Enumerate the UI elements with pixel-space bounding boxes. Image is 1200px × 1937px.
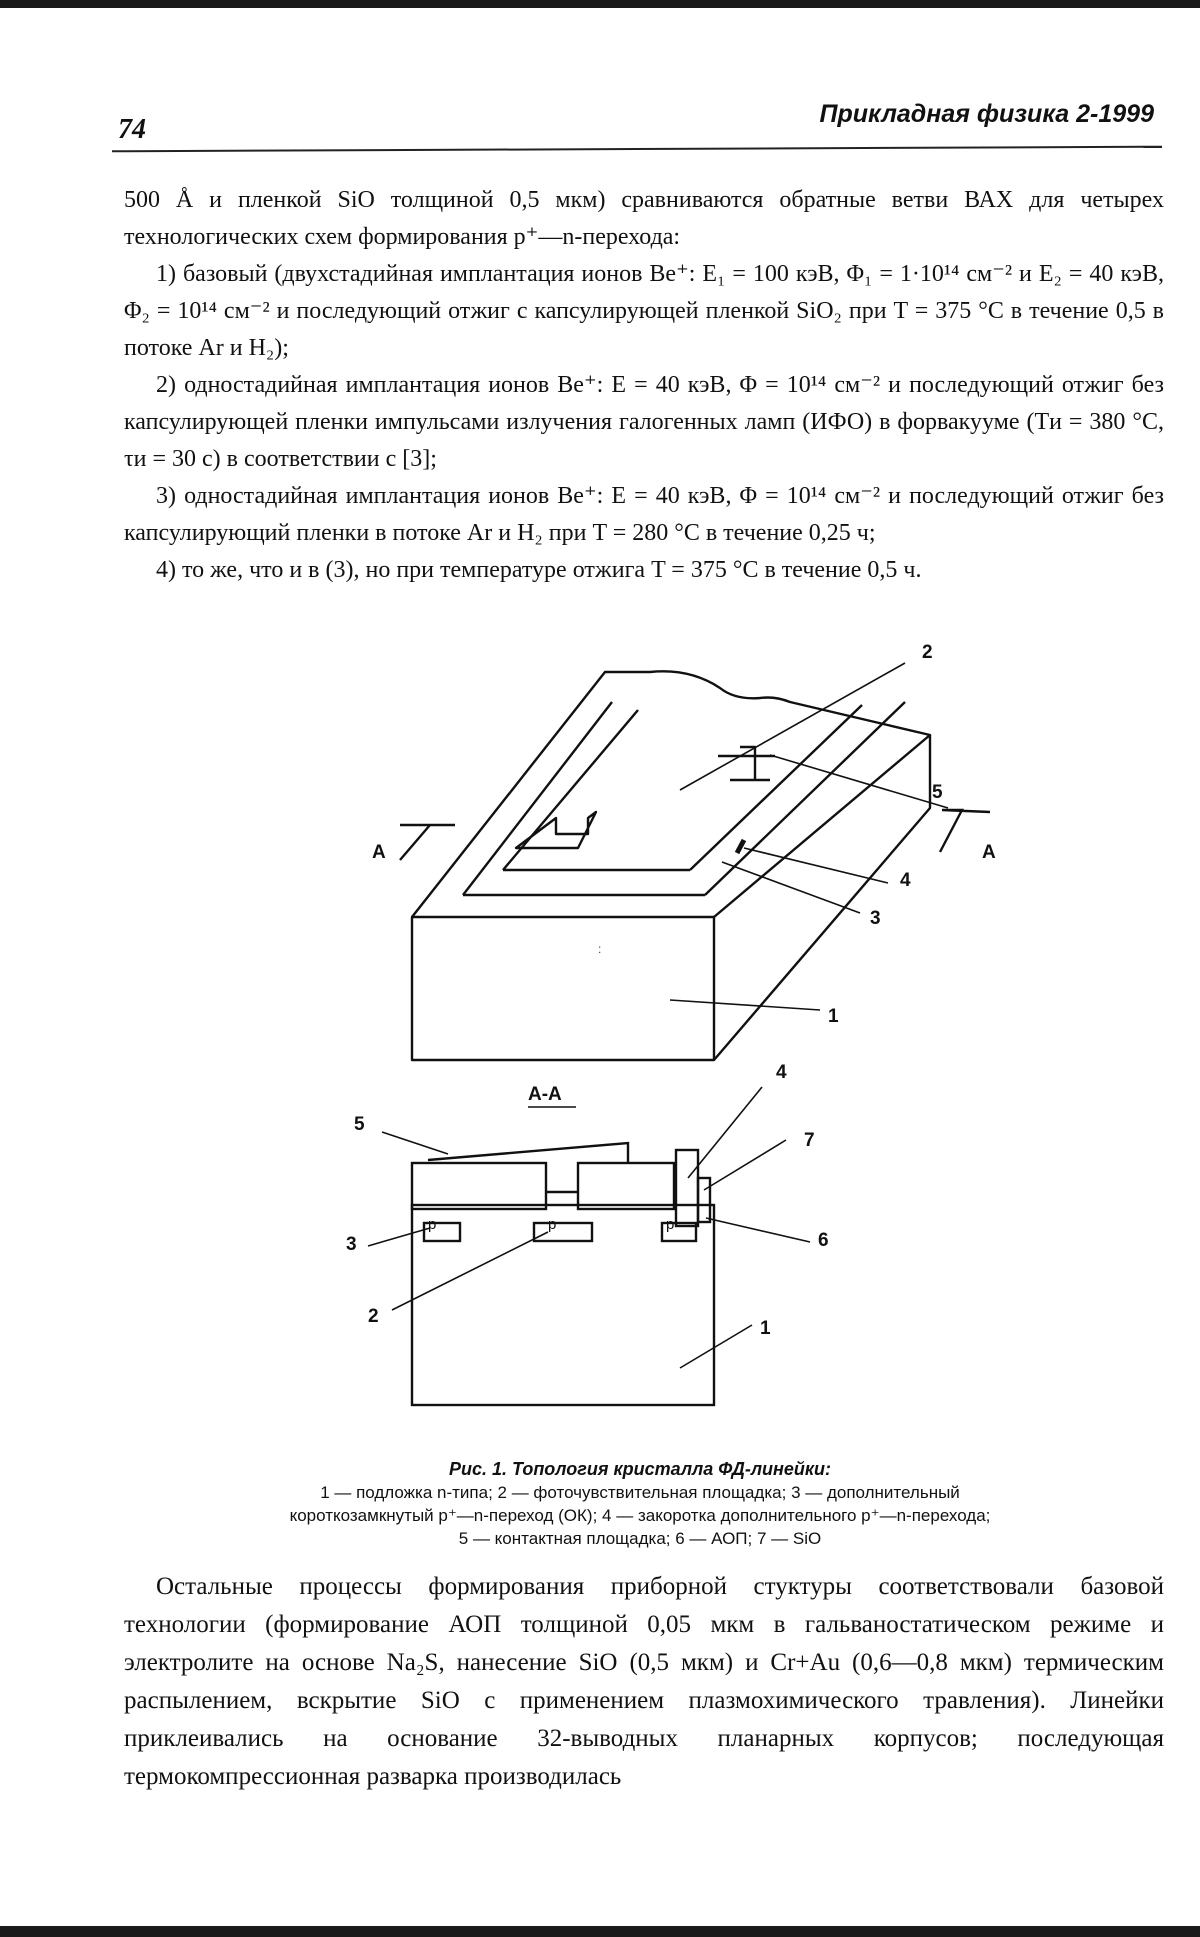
journal-title: Прикладная физика 2-1999	[819, 100, 1154, 128]
list-item: 1) базовый (двухстадийная имплантация ионов Be⁺: E₁ = 100 кэВ, Φ₁ = 1·10¹⁴ см⁻² и E₂ = 40 кэВ, Φ₂ = 10¹⁴ см⁻² и последующий отжиг с капсулирующей пленкой SiO₂ при T = 375 °C в течение 0,5 в потоке Ar и H₂);	[124, 261, 1164, 361]
p-region	[534, 1223, 592, 1241]
section-substrate	[412, 1205, 714, 1405]
block-front-face	[412, 917, 714, 1060]
leader-s7	[704, 1140, 786, 1190]
leader-s3	[368, 1228, 430, 1246]
section-title: A-A	[528, 1084, 562, 1105]
list-item: 4) то же, что и в (3), но при температуре отжига T = 375 °C в течение 0,5 ч.	[156, 557, 922, 583]
caption-line: 5 — контактная площадка; 6 — АОП; 7 — SiO	[458, 1529, 822, 1548]
intro-paragraph: 500 Å и пленкой SiO толщиной 0,5 мкм) сравниваются обратные ветви ВАХ для четырех технологических схем формирования p⁺—n-перехода:	[124, 187, 1164, 250]
leader-s6	[706, 1218, 810, 1242]
leader-s2	[392, 1232, 548, 1310]
section-mark-left	[400, 825, 455, 860]
short-contact-left	[516, 812, 596, 848]
short-link-4	[737, 840, 744, 853]
section-oxide-layer	[412, 1163, 546, 1209]
section-callout-7: 7	[804, 1130, 815, 1151]
scan-bottom-edge	[0, 1926, 1200, 1937]
callout-5: 5	[932, 782, 943, 803]
section-callout-1: 1	[760, 1318, 771, 1339]
outer-junction-ring	[463, 702, 905, 895]
section-short-pillar	[676, 1150, 698, 1226]
leader-s4	[688, 1087, 762, 1178]
block-top-face	[412, 671, 930, 917]
scan-top-edge	[0, 0, 1200, 8]
callout-2: 2	[922, 642, 933, 663]
list-item: 3) одностадийная имплантация ионов Be⁺: E = 40 кэВ, Φ = 10¹⁴ см⁻² и последующий отжиг без капсулирующий пленки в потоке Ar и H₂ при T = 280 °C в течение 0,25 ч;	[124, 483, 1164, 546]
leader-1	[670, 1000, 820, 1010]
list-item: 2) одностадийная имплантация ионов Be⁺: E = 40 кэВ, Φ = 10¹⁴ см⁻² и последующий отжиг без капсулирующей пленки импульсами излучения галогенных ламп (ИФО) в форвакууме (Tи = 380 °C, τи = 30 с) в соответствии с [3];	[124, 372, 1164, 472]
body-text	[124, 182, 1164, 589]
section-callout-5: 5	[354, 1114, 365, 1135]
section-side-layer	[698, 1178, 710, 1222]
section-callout-3: 3	[346, 1234, 357, 1255]
photosensitive-area	[503, 705, 862, 870]
caption-title: Рис. 1. Топология кристалла ФД-линейки:	[448, 1459, 832, 1479]
leader-5	[770, 755, 948, 808]
leader-s1	[680, 1325, 752, 1368]
figure-caption	[180, 1458, 1100, 1550]
section-label-left: A	[372, 842, 386, 863]
closing-text	[124, 1568, 1164, 1796]
p-region-label: p	[666, 1216, 675, 1233]
section-callout-4: 4	[776, 1062, 787, 1083]
p-region-label: p	[428, 1216, 437, 1233]
section-oxide-layer	[578, 1163, 674, 1209]
caption-line: 1 — подложка n-типа; 2 — фоточувствительная площадка; 3 — дополнительный	[320, 1483, 960, 1502]
section-callout-2: 2	[368, 1306, 379, 1327]
leader-3	[722, 862, 860, 913]
callout-3: 3	[870, 908, 881, 929]
caption-line: короткозамкнутый p⁺—n-переход (ОК); 4 — закоротка дополнительного p⁺—n-перехода;	[289, 1506, 991, 1525]
scan-speck: :	[598, 942, 602, 956]
leader-s5	[382, 1132, 448, 1154]
callout-1: 1	[828, 1006, 839, 1027]
header-rule	[112, 146, 1162, 153]
figure-drawing	[0, 630, 1200, 1420]
section-contact-pad	[428, 1143, 628, 1162]
section-label-right: A	[982, 842, 996, 863]
section-callout-6: 6	[818, 1230, 829, 1251]
page-header	[112, 98, 1162, 150]
p-region-label: p	[548, 1216, 557, 1233]
page-number: 74	[118, 114, 146, 145]
figure-crystal-topology	[0, 630, 1200, 1420]
closing-paragraph: Остальные процессы формирования приборной стуктуры соответствовали базовой технологии (формирование АОП толщиной 0,05 мкм в гальваностатическом режиме и электролите на основе Na₂S, нанесение SiO (0,5 мкм) и Cr+Au (0,6—0,8 мкм) термическим распылением, вскрытие SiO с применением плазмохимического травления). Линейки приклеивались на основание 32-выводных планарных корпусов; последующая термокомпрессионная разварка производилась	[124, 1573, 1164, 1790]
callout-4: 4	[900, 870, 911, 891]
